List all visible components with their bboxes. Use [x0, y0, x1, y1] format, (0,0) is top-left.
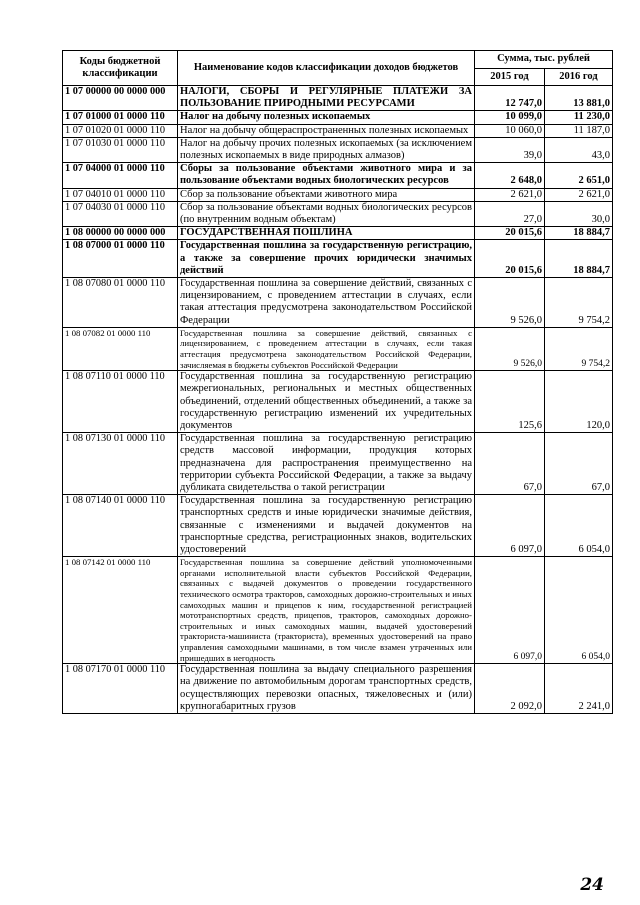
row-code: 1 07 04010 01 0000 110 — [63, 188, 178, 201]
row-2016-value: 120,0 — [545, 371, 613, 433]
table-row — [63, 111, 613, 124]
table-row — [63, 495, 613, 557]
header-year-2015: 2015 год — [475, 68, 545, 86]
row-code: 1 08 07080 01 0000 110 — [63, 278, 178, 328]
table-row — [63, 371, 613, 433]
row-name: Государственная пошлина за государственную регистрацию межрегиональных, региональных и местных общественных объединений, отделений общественных объединений, а также за государственную регистрацию изменений их учредительных документов — [178, 371, 475, 433]
row-2015-value: 2 092,0 — [475, 664, 545, 714]
row-2016-value: 9 754,2 — [545, 278, 613, 328]
row-2016-value: 2 241,0 — [545, 664, 613, 714]
row-name: Государственная пошлина за совершение действий, связанных с лицензированием, с проведением аттестации в случаях, если такая аттестация предусмотрена законодательством Российской Федерации, зачисляемая в бюджеты субъектов Российской Федерации — [178, 327, 475, 370]
row-code: 1 07 04030 01 0000 110 — [63, 201, 178, 226]
table-row — [63, 557, 613, 664]
table-row — [63, 240, 613, 278]
row-code: 1 08 07140 01 0000 110 — [63, 495, 178, 557]
row-2015-value: 9 526,0 — [475, 278, 545, 328]
row-2015-value: 6 097,0 — [475, 557, 545, 664]
row-name: Сбор за пользование объектами водных биологических ресурсов (по внутренним водным объектам) — [178, 201, 475, 226]
table-row — [63, 201, 613, 226]
header-name: Наименование кодов классификации доходов бюджетов — [178, 51, 475, 86]
table-header-row — [63, 51, 613, 69]
row-name: Государственная пошлина за государственную регистрацию транспортных средств и иные юридически значимые действия, связанные с изменениями и выдачей документов на транспортные средства, регистрационных знаков, водительских удостоверений — [178, 495, 475, 557]
row-2015-value: 12 747,0 — [475, 86, 545, 111]
row-2015-value: 9 526,0 — [475, 327, 545, 370]
row-2016-value: 30,0 — [545, 201, 613, 226]
row-2015-value: 20 015,6 — [475, 240, 545, 278]
row-code: 1 08 07110 01 0000 110 — [63, 371, 178, 433]
row-name: Сборы за пользование объектами животного мира и за пользование объектами водных биологических ресурсов — [178, 163, 475, 188]
row-name: Государственная пошлина за совершение действий, связанных с лицензированием, с проведением аттестации в случаях, если такая аттестация предусмотрена законодательством Российской Федерации — [178, 278, 475, 328]
row-2015-value: 20 015,6 — [475, 227, 545, 240]
row-name: Государственная пошлина за государственную регистрацию, а также за совершение прочих юридически значимых действий — [178, 240, 475, 278]
row-2015-value: 39,0 — [475, 137, 545, 162]
row-code: 1 08 00000 00 0000 000 — [63, 227, 178, 240]
row-2015-value: 10 099,0 — [475, 111, 545, 124]
row-name: ГОСУДАРСТВЕННАЯ ПОШЛИНА — [178, 227, 475, 240]
row-code: 1 07 01000 01 0000 110 — [63, 111, 178, 124]
row-2016-value: 6 054,0 — [545, 557, 613, 664]
row-2016-value: 18 884,7 — [545, 227, 613, 240]
row-2016-value: 18 884,7 — [545, 240, 613, 278]
row-name: Налог на добычу общераспространенных полезных ископаемых — [178, 124, 475, 137]
row-2016-value: 11 230,0 — [545, 111, 613, 124]
row-2015-value: 6 097,0 — [475, 495, 545, 557]
page-number: 24 — [580, 875, 604, 895]
row-name: Государственная пошлина за государственную регистрацию средств массовой информации, продукция которых предназначена для распространения преимущественно на территории субъекта Российской Федерации, а также за выдачу дубликата свидетельства о такой регистрации — [178, 433, 475, 495]
table-row — [63, 278, 613, 328]
header-sum: Сумма, тыс. рублей — [475, 51, 613, 69]
row-name: Налог на добычу прочих полезных ископаемых (за исключением полезных ископаемых в виде природных алмазов) — [178, 137, 475, 162]
table-row — [63, 188, 613, 201]
row-2016-value: 11 187,0 — [545, 124, 613, 137]
row-2015-value: 2 648,0 — [475, 163, 545, 188]
row-name: Сбор за пользование объектами животного мира — [178, 188, 475, 201]
row-code: 1 08 07142 01 0000 110 — [63, 557, 178, 664]
row-name: Государственная пошлина за совершение действий уполномоченными органами исполнительной власти субъектов Российской Федерации, связанных с выдачей документов о проведении государственного технического осмотра тракторов, самоходных дорожно-строительных и иных самоходных машин и прицепов к ним, государственной регистрацией мототранспортных средств, прицепов, тракторов, самоходных дорожно-строительных и иных самоходных машин, выдачей удостоверений тракториста-машиниста (тракториста), временных удостоверений на право управления самоходными машинами, в том числе взамен утраченных или пришедших в негодность — [178, 557, 475, 664]
row-2016-value: 9 754,2 — [545, 327, 613, 370]
row-2016-value: 67,0 — [545, 433, 613, 495]
row-2016-value: 6 054,0 — [545, 495, 613, 557]
row-2015-value: 67,0 — [475, 433, 545, 495]
row-code: 1 07 00000 00 0000 000 — [63, 86, 178, 111]
header-year-2016: 2016 год — [545, 68, 613, 86]
budget-revenue-table — [62, 50, 613, 714]
table-row — [63, 664, 613, 714]
row-code: 1 08 07170 01 0000 110 — [63, 664, 178, 714]
table-row — [63, 163, 613, 188]
row-2015-value: 27,0 — [475, 201, 545, 226]
table-row — [63, 137, 613, 162]
header-codes: Коды бюджетной классификации — [63, 51, 178, 86]
table-row — [63, 227, 613, 240]
budget-revenue-table-page — [62, 50, 612, 714]
row-2016-value: 2 651,0 — [545, 163, 613, 188]
row-code: 1 08 07130 01 0000 110 — [63, 433, 178, 495]
row-2016-value: 13 881,0 — [545, 86, 613, 111]
row-code: 1 07 01020 01 0000 110 — [63, 124, 178, 137]
row-name: Налог на добычу полезных ископаемых — [178, 111, 475, 124]
row-2016-value: 2 621,0 — [545, 188, 613, 201]
row-name: НАЛОГИ, СБОРЫ И РЕГУЛЯРНЫЕ ПЛАТЕЖИ ЗА ПОЛЬЗОВАНИЕ ПРИРОДНЫМИ РЕСУРСАМИ — [178, 86, 475, 111]
table-row — [63, 124, 613, 137]
row-code: 1 08 07000 01 0000 110 — [63, 240, 178, 278]
row-2015-value: 125,6 — [475, 371, 545, 433]
row-2016-value: 43,0 — [545, 137, 613, 162]
row-2015-value: 2 621,0 — [475, 188, 545, 201]
table-row — [63, 327, 613, 370]
row-2015-value: 10 060,0 — [475, 124, 545, 137]
row-code: 1 08 07082 01 0000 110 — [63, 327, 178, 370]
row-name: Государственная пошлина за выдачу специального разрешения на движение по автомобильным дорогам транспортных средств, осуществляющих перевозки опасных, тяжеловесных и (или) крупногабаритных грузов — [178, 664, 475, 714]
row-code: 1 07 01030 01 0000 110 — [63, 137, 178, 162]
row-code: 1 07 04000 01 0000 110 — [63, 163, 178, 188]
table-row — [63, 86, 613, 111]
table-row — [63, 433, 613, 495]
